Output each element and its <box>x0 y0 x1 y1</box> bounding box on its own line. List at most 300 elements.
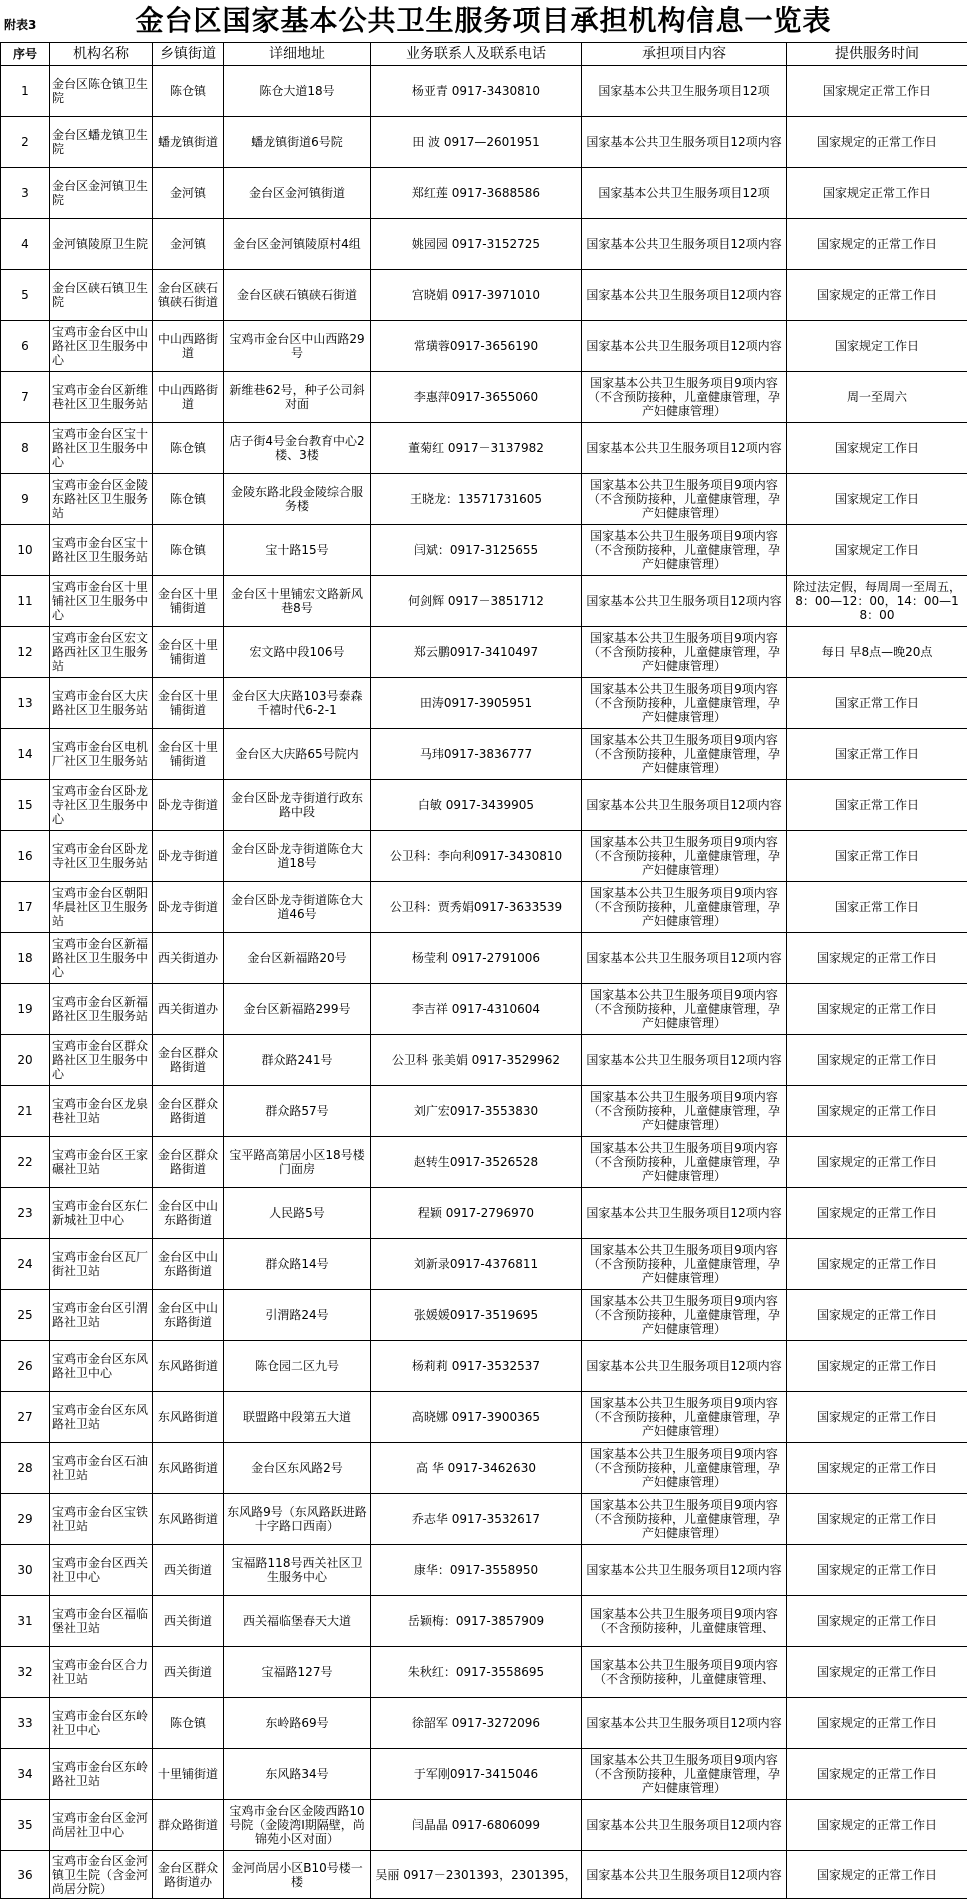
cell-hours: 国家规定的正常工作日 <box>787 1647 967 1698</box>
table-row <box>1 423 967 474</box>
cell-project: 国家基本公共卫生服务项目12项内容 <box>582 270 787 321</box>
cell-seq: 15 <box>1 780 50 831</box>
cell-address: 宝十路15号 <box>224 525 371 576</box>
cell-contact: 高晓娜 0917-3900365 <box>371 1392 582 1443</box>
cell-hours: 国家规定的正常工作日 <box>787 933 967 984</box>
cell-project: 国家基本公共卫生服务项目9项内容（不含预防接种，儿童健康管理，孕产妇健康管理） <box>582 1137 787 1188</box>
cell-address: 宏文路中段106号 <box>224 627 371 678</box>
cell-name: 金台区金河镇卫生院 <box>50 168 153 219</box>
cell-seq: 36 <box>1 1851 50 1899</box>
cell-project: 国家基本公共卫生服务项目12项内容 <box>582 1698 787 1749</box>
cell-name: 宝鸡市金台区龙泉巷社卫站 <box>50 1086 153 1137</box>
cell-project: 国家基本公共卫生服务项目12项内容 <box>582 933 787 984</box>
cell-street: 东风路街道 <box>153 1443 224 1494</box>
cell-project: 国家基本公共卫生服务项目9项内容（不含预防接种，儿童健康管理，孕产妇健康管理） <box>582 372 787 423</box>
cell-contact: 吴丽 0917－2301393，2301395， <box>371 1851 582 1899</box>
cell-contact: 杨莉莉 0917-3532537 <box>371 1341 582 1392</box>
cell-contact: 乔志华 0917-3532617 <box>371 1494 582 1545</box>
cell-name: 宝鸡市金台区宝铁社卫站 <box>50 1494 153 1545</box>
cell-seq: 13 <box>1 678 50 729</box>
cell-seq: 22 <box>1 1137 50 1188</box>
page-title: 金台区国家基本公共卫生服务项目承担机构信息一览表 <box>0 2 967 40</box>
table-row <box>1 270 967 321</box>
cell-seq: 21 <box>1 1086 50 1137</box>
cell-project: 国家基本公共卫生服务项目9项内容（不含预防接种，儿童健康管理，孕产妇健康管理） <box>582 729 787 780</box>
cell-address: 金台区金河镇陵原村4组 <box>224 219 371 270</box>
table-row <box>1 117 967 168</box>
cell-hours: 国家规定的正常工作日 <box>787 270 967 321</box>
cell-address: 群众路57号 <box>224 1086 371 1137</box>
cell-seq: 27 <box>1 1392 50 1443</box>
cell-name: 宝鸡市金台区中山路社区卫生服务中心 <box>50 321 153 372</box>
cell-hours: 国家正常工作日 <box>787 729 967 780</box>
cell-contact: 董菊红 0917－3137982 <box>371 423 582 474</box>
cell-name: 宝鸡市金台区朝阳华晨社区卫生服务站 <box>50 882 153 933</box>
cell-name: 宝鸡市金台区宝十路社区卫生服务站 <box>50 525 153 576</box>
cell-address: 东风路34号 <box>224 1749 371 1800</box>
cell-seq: 30 <box>1 1545 50 1596</box>
cell-hours: 国家规定工作日 <box>787 423 967 474</box>
cell-address: 金陵东路北段金陵综合服务楼 <box>224 474 371 525</box>
cell-hours: 国家正常工作日 <box>787 882 967 933</box>
table-row <box>1 1851 967 1899</box>
cell-hours: 除过法定假，每周周一至周五，8：00—12：00，14：00—18：00 <box>787 576 967 627</box>
cell-project: 国家基本公共卫生服务项目9项内容（不含预防接种，儿童健康管理，孕产妇健康管理） <box>582 1443 787 1494</box>
header-address: 详细地址 <box>224 43 371 66</box>
table-header <box>1 43 967 66</box>
cell-address: 金台区东风路2号 <box>224 1443 371 1494</box>
cell-contact: 常璜蓉0917-3656190 <box>371 321 582 372</box>
cell-address: 金台区大庆路103号泰森千禧时代6-2-1 <box>224 678 371 729</box>
cell-street: 群众路街道 <box>153 1800 224 1851</box>
cell-street: 金台区群众路街道办 <box>153 1851 224 1899</box>
header <box>0 0 967 42</box>
cell-seq: 19 <box>1 984 50 1035</box>
appendix-label: 附表3 <box>4 16 36 33</box>
cell-hours: 国家规定的正常工作日 <box>787 219 967 270</box>
table-row <box>1 831 967 882</box>
cell-address: 金河尚居小区B10号楼一楼 <box>224 1851 371 1899</box>
cell-seq: 10 <box>1 525 50 576</box>
cell-hours: 国家正常工作日 <box>787 780 967 831</box>
cell-seq: 34 <box>1 1749 50 1800</box>
cell-hours: 国家规定的正常工作日 <box>787 1596 967 1647</box>
cell-hours: 国家规定的正常工作日 <box>787 1239 967 1290</box>
cell-name: 宝鸡市金台区金河镇卫生院（含金河尚居分院） <box>50 1851 153 1899</box>
cell-seq: 11 <box>1 576 50 627</box>
cell-hours: 国家规定的正常工作日 <box>787 1188 967 1239</box>
cell-name: 宝鸡市金台区合力社卫站 <box>50 1647 153 1698</box>
table-row <box>1 1545 967 1596</box>
cell-address: 金台区卧龙寺街道陈仓大道18号 <box>224 831 371 882</box>
cell-name: 宝鸡市金台区群众路社区卫生服务中心 <box>50 1035 153 1086</box>
cell-name: 宝鸡市金台区西关社卫中心 <box>50 1545 153 1596</box>
cell-project: 国家基本公共卫生服务项目12项内容 <box>582 1341 787 1392</box>
header-row <box>1 43 967 66</box>
table-row <box>1 1035 967 1086</box>
cell-hours: 周一至周六 <box>787 372 967 423</box>
cell-project: 国家基本公共卫生服务项目12项内容 <box>582 576 787 627</box>
cell-address: 引渭路24号 <box>224 1290 371 1341</box>
cell-street: 西关街道 <box>153 1545 224 1596</box>
cell-address: 陈仓园二区九号 <box>224 1341 371 1392</box>
cell-project: 国家基本公共卫生服务项目12项内容 <box>582 423 787 474</box>
cell-project: 国家基本公共卫生服务项目9项内容（不含预防接种，儿童健康管理，孕产妇健康管理） <box>582 1494 787 1545</box>
header-street: 乡镇街道 <box>153 43 224 66</box>
cell-hours: 国家规定工作日 <box>787 474 967 525</box>
cell-street: 西关街道办 <box>153 984 224 1035</box>
cell-address: 金台区金河镇街道 <box>224 168 371 219</box>
cell-project: 国家基本公共卫生服务项目12项 <box>582 168 787 219</box>
cell-seq: 4 <box>1 219 50 270</box>
cell-street: 金河镇 <box>153 219 224 270</box>
table-row <box>1 474 967 525</box>
cell-hours: 国家规定正常工作日 <box>787 66 967 117</box>
cell-seq: 12 <box>1 627 50 678</box>
cell-hours: 国家规定的正常工作日 <box>787 1392 967 1443</box>
cell-address: 群众路241号 <box>224 1035 371 1086</box>
table-row <box>1 1494 967 1545</box>
cell-project: 国家基本公共卫生服务项目12项内容 <box>582 1545 787 1596</box>
cell-contact: 杨莹利 0917-2791006 <box>371 933 582 984</box>
cell-address: 金台区硖石镇硖石街道 <box>224 270 371 321</box>
cell-hours: 国家规定的正常工作日 <box>787 1341 967 1392</box>
cell-seq: 33 <box>1 1698 50 1749</box>
cell-contact: 李惠萍0917-3655060 <box>371 372 582 423</box>
cell-name: 宝鸡市金台区新维巷社区卫生服务站 <box>50 372 153 423</box>
cell-seq: 25 <box>1 1290 50 1341</box>
cell-seq: 16 <box>1 831 50 882</box>
table-row <box>1 1392 967 1443</box>
cell-address: 金台区卧龙寺街道陈仓大道46号 <box>224 882 371 933</box>
cell-street: 陈仓镇 <box>153 1698 224 1749</box>
cell-name: 宝鸡市金台区宝十路社区卫生服务中心 <box>50 423 153 474</box>
cell-address: 金台区卧龙寺街道行政东路中段 <box>224 780 371 831</box>
table-row <box>1 372 967 423</box>
cell-project: 国家基本公共卫生服务项目12项 <box>582 66 787 117</box>
cell-address: 金台区新福路20号 <box>224 933 371 984</box>
cell-seq: 32 <box>1 1647 50 1698</box>
table-row <box>1 627 967 678</box>
table-row <box>1 1647 967 1698</box>
cell-address: 金台区十里铺宏文路新风巷8号 <box>224 576 371 627</box>
table-row <box>1 729 967 780</box>
cell-contact: 闫晶晶 0917-6806099 <box>371 1800 582 1851</box>
cell-street: 金台区十里铺街道 <box>153 729 224 780</box>
cell-hours: 国家规定的正常工作日 <box>787 1443 967 1494</box>
cell-project: 国家基本公共卫生服务项目12项内容 <box>582 1800 787 1851</box>
cell-contact: 杨亚青 0917-3430810 <box>371 66 582 117</box>
cell-project: 国家基本公共卫生服务项目9项内容（不含预防接种，儿童健康管理，孕产妇健康管理） <box>582 474 787 525</box>
cell-address: 宝鸡市金台区金陵西路10号院（金陵湾Ⅰ期隔壁，尚锦苑小区对面） <box>224 1800 371 1851</box>
cell-seq: 1 <box>1 66 50 117</box>
cell-contact: 岳颖梅：0917-3857909 <box>371 1596 582 1647</box>
cell-contact: 何剑辉 0917－3851712 <box>371 576 582 627</box>
cell-contact: 刘新录0917-4376811 <box>371 1239 582 1290</box>
table-row <box>1 576 967 627</box>
table-body <box>1 66 967 1899</box>
cell-name: 宝鸡市金台区电机厂社区卫生服务站 <box>50 729 153 780</box>
cell-hours: 国家规定正常工作日 <box>787 168 967 219</box>
cell-address: 陈仓大道18号 <box>224 66 371 117</box>
cell-name: 宝鸡市金台区新福路社区卫生服务中心 <box>50 933 153 984</box>
cell-address: 店子街4号金台教育中心2楼、3楼 <box>224 423 371 474</box>
cell-hours: 国家规定工作日 <box>787 321 967 372</box>
cell-street: 金台区中山东路街道 <box>153 1239 224 1290</box>
cell-hours: 国家规定工作日 <box>787 525 967 576</box>
table-row <box>1 1188 967 1239</box>
cell-seq: 24 <box>1 1239 50 1290</box>
cell-seq: 28 <box>1 1443 50 1494</box>
cell-hours: 国家规定的正常工作日 <box>787 1086 967 1137</box>
cell-contact: 程颖 0917-2796970 <box>371 1188 582 1239</box>
header-project: 承担项目内容 <box>582 43 787 66</box>
cell-name: 金台区硖石镇卫生院 <box>50 270 153 321</box>
cell-seq: 17 <box>1 882 50 933</box>
table-row <box>1 1239 967 1290</box>
cell-seq: 20 <box>1 1035 50 1086</box>
cell-name: 宝鸡市金台区王家碾社卫站 <box>50 1137 153 1188</box>
cell-contact: 郑红莲 0917-3688586 <box>371 168 582 219</box>
cell-project: 国家基本公共卫生服务项目12项内容 <box>582 1035 787 1086</box>
cell-street: 西关街道 <box>153 1647 224 1698</box>
cell-project: 国家基本公共卫生服务项目9项内容（不含预防接种，儿童健康管理，孕产妇健康管理） <box>582 984 787 1035</box>
cell-seq: 18 <box>1 933 50 984</box>
header-name: 机构名称 <box>50 43 153 66</box>
cell-seq: 6 <box>1 321 50 372</box>
cell-contact: 公卫科：李向利0917-3430810 <box>371 831 582 882</box>
cell-street: 金台区群众路街道 <box>153 1137 224 1188</box>
cell-seq: 31 <box>1 1596 50 1647</box>
cell-address: 东风路9号（东风路跃进路十字路口西南） <box>224 1494 371 1545</box>
cell-address: 金台区大庆路65号院内 <box>224 729 371 780</box>
cell-street: 卧龙寺街道 <box>153 831 224 882</box>
table-row <box>1 1800 967 1851</box>
cell-project: 国家基本公共卫生服务项目9项内容（不含预防接种，儿童健康管理，孕产妇健康管理） <box>582 1749 787 1800</box>
cell-project: 国家基本公共卫生服务项目9项内容（不含预防接种，儿童健康管理，孕产妇健康管理） <box>582 1392 787 1443</box>
cell-address: 宝鸡市金台区中山西路29号 <box>224 321 371 372</box>
table-row <box>1 1749 967 1800</box>
cell-contact: 姚园园 0917-3152725 <box>371 219 582 270</box>
cell-address: 宝福路118号西关社区卫生服务中心 <box>224 1545 371 1596</box>
cell-street: 中山西路街道 <box>153 372 224 423</box>
table-row <box>1 882 967 933</box>
cell-address: 宝福路127号 <box>224 1647 371 1698</box>
cell-seq: 29 <box>1 1494 50 1545</box>
cell-name: 宝鸡市金台区金陵东路社区卫生服务站 <box>50 474 153 525</box>
cell-seq: 7 <box>1 372 50 423</box>
cell-name: 金台区陈仓镇卫生院 <box>50 66 153 117</box>
cell-hours: 国家规定的正常工作日 <box>787 1698 967 1749</box>
cell-name: 金台区蟠龙镇卫生院 <box>50 117 153 168</box>
cell-name: 宝鸡市金台区大庆路社区卫生服务站 <box>50 678 153 729</box>
cell-street: 金台区十里铺街道 <box>153 627 224 678</box>
cell-project: 国家基本公共卫生服务项目12项内容 <box>582 117 787 168</box>
cell-street: 金台区十里铺街道 <box>153 576 224 627</box>
cell-project: 国家基本公共卫生服务项目9项内容（不含预防接种，儿童健康管理，孕产妇健康管理） <box>582 1239 787 1290</box>
cell-contact: 于军刚0917-3415046 <box>371 1749 582 1800</box>
cell-project: 国家基本公共卫生服务项目9项内容（不含预防接种，儿童健康管理，孕产妇健康管理） <box>582 831 787 882</box>
cell-name: 宝鸡市金台区宏文路西社区卫生服务站 <box>50 627 153 678</box>
cell-contact: 公卫科 张美娟 0917-3529962 <box>371 1035 582 1086</box>
cell-project: 国家基本公共卫生服务项目9项内容（不含预防接种，儿童健康管理，孕产妇健康管理） <box>582 882 787 933</box>
cell-street: 陈仓镇 <box>153 474 224 525</box>
cell-seq: 23 <box>1 1188 50 1239</box>
cell-address: 东岭路69号 <box>224 1698 371 1749</box>
cell-address: 宝平路高第居小区18号楼门面房 <box>224 1137 371 1188</box>
institution-table <box>0 42 967 1899</box>
cell-name: 宝鸡市金台区瓦厂街社卫站 <box>50 1239 153 1290</box>
cell-address: 西关福临堡春天大道 <box>224 1596 371 1647</box>
cell-hours: 每日 早8点—晚20点 <box>787 627 967 678</box>
cell-seq: 14 <box>1 729 50 780</box>
cell-contact: 高 华 0917-3462630 <box>371 1443 582 1494</box>
table-row <box>1 1698 967 1749</box>
cell-project: 国家基本公共卫生服务项目12项内容 <box>582 321 787 372</box>
cell-street: 东风路街道 <box>153 1392 224 1443</box>
cell-seq: 3 <box>1 168 50 219</box>
cell-address: 金台区新福路299号 <box>224 984 371 1035</box>
cell-street: 金台区群众路街道 <box>153 1035 224 1086</box>
table-row <box>1 1443 967 1494</box>
table-row <box>1 66 967 117</box>
cell-hours: 国家规定的正常工作日 <box>787 1494 967 1545</box>
cell-address: 联盟路中段第五大道 <box>224 1392 371 1443</box>
cell-street: 中山西路街道 <box>153 321 224 372</box>
cell-address: 人民路5号 <box>224 1188 371 1239</box>
cell-name: 宝鸡市金台区引渭路社卫站 <box>50 1290 153 1341</box>
cell-address: 新维巷62号，种子公司斜对面 <box>224 372 371 423</box>
header-seq: 序号 <box>1 43 50 66</box>
table-row <box>1 678 967 729</box>
header-contact: 业务联系人及联系电话 <box>371 43 582 66</box>
table-row <box>1 984 967 1035</box>
cell-name: 宝鸡市金台区东岭路社卫站 <box>50 1749 153 1800</box>
cell-street: 西关街道办 <box>153 933 224 984</box>
cell-street: 卧龙寺街道 <box>153 882 224 933</box>
cell-hours: 国家规定的正常工作日 <box>787 1290 967 1341</box>
cell-contact: 康华：0917-3558950 <box>371 1545 582 1596</box>
cell-contact: 郑云鹏0917-3410497 <box>371 627 582 678</box>
cell-street: 金河镇 <box>153 168 224 219</box>
cell-hours: 国家规定的正常工作日 <box>787 1800 967 1851</box>
cell-contact: 公卫科：贾秀娟0917-3633539 <box>371 882 582 933</box>
cell-contact: 徐韶军 0917-3272096 <box>371 1698 582 1749</box>
table-row <box>1 525 967 576</box>
cell-project: 国家基本公共卫生服务项目9项内容（不含预防接种，儿童健康管理，孕产妇健康管理） <box>582 627 787 678</box>
cell-hours: 国家规定的正常工作日 <box>787 1035 967 1086</box>
cell-contact: 赵转生0917-3526528 <box>371 1137 582 1188</box>
cell-hours: 国家规定的正常工作日 <box>787 117 967 168</box>
cell-name: 宝鸡市金台区东风路社卫中心 <box>50 1341 153 1392</box>
cell-contact: 王晓龙：13571731605 <box>371 474 582 525</box>
cell-name: 金河镇陵原卫生院 <box>50 219 153 270</box>
cell-seq: 8 <box>1 423 50 474</box>
cell-street: 金台区群众路街道 <box>153 1086 224 1137</box>
cell-project: 国家基本公共卫生服务项目9项内容（不含预防接种，儿童健康管理、 <box>582 1647 787 1698</box>
cell-contact: 宫晓娟 0917-3971010 <box>371 270 582 321</box>
cell-project: 国家基本公共卫生服务项目9项内容（不含预防接种，儿童健康管理，孕产妇健康管理） <box>582 678 787 729</box>
table-row <box>1 933 967 984</box>
cell-hours: 国家正常工作日 <box>787 831 967 882</box>
cell-street: 金台区十里铺街道 <box>153 678 224 729</box>
cell-contact: 刘广宏0917-3553830 <box>371 1086 582 1137</box>
cell-project: 国家基本公共卫生服务项目9项内容（不含预防接种，儿童健康管理，孕产妇健康管理） <box>582 1290 787 1341</box>
cell-street: 卧龙寺街道 <box>153 780 224 831</box>
cell-seq: 9 <box>1 474 50 525</box>
table-row <box>1 1086 967 1137</box>
table-row <box>1 1290 967 1341</box>
cell-name: 宝鸡市金台区卧龙寺社区卫生服务站 <box>50 831 153 882</box>
table-row <box>1 1596 967 1647</box>
cell-seq: 26 <box>1 1341 50 1392</box>
cell-hours: 国家规定的正常工作日 <box>787 1137 967 1188</box>
cell-contact: 田涛0917-3905951 <box>371 678 582 729</box>
cell-street: 陈仓镇 <box>153 423 224 474</box>
cell-name: 宝鸡市金台区新福路社区卫生服务站 <box>50 984 153 1035</box>
cell-project: 国家基本公共卫生服务项目12项内容 <box>582 1188 787 1239</box>
cell-street: 西关街道 <box>153 1596 224 1647</box>
cell-name: 宝鸡市金台区东仁新城社卫中心 <box>50 1188 153 1239</box>
header-hours: 提供服务时间 <box>787 43 967 66</box>
cell-contact: 李吉祥 0917-4310604 <box>371 984 582 1035</box>
cell-name: 宝鸡市金台区十里铺社区卫生服务中心 <box>50 576 153 627</box>
table-row <box>1 168 967 219</box>
cell-name: 宝鸡市金台区卧龙寺社区卫生服务中心 <box>50 780 153 831</box>
table-row <box>1 219 967 270</box>
cell-name: 宝鸡市金台区金河尚居社卫中心 <box>50 1800 153 1851</box>
cell-project: 国家基本公共卫生服务项目12项内容 <box>582 780 787 831</box>
cell-contact: 朱秋红：0917-3558695 <box>371 1647 582 1698</box>
cell-name: 宝鸡市金台区东风路社卫站 <box>50 1392 153 1443</box>
cell-name: 宝鸡市金台区福临堡社卫站 <box>50 1596 153 1647</box>
cell-street: 蟠龙镇街道 <box>153 117 224 168</box>
cell-hours: 国家规定的正常工作日 <box>787 1545 967 1596</box>
table-row <box>1 1341 967 1392</box>
table-row <box>1 1137 967 1188</box>
cell-hours: 国家规定的正常工作日 <box>787 1749 967 1800</box>
cell-address: 群众路14号 <box>224 1239 371 1290</box>
cell-hours: 国家正常工作日 <box>787 678 967 729</box>
cell-seq: 35 <box>1 1800 50 1851</box>
cell-contact: 闫斌：0917-3125655 <box>371 525 582 576</box>
cell-contact: 田 波 0917—2601951 <box>371 117 582 168</box>
table-row <box>1 780 967 831</box>
cell-name: 宝鸡市金台区石油社卫站 <box>50 1443 153 1494</box>
cell-project: 国家基本公共卫生服务项目12项内容 <box>582 1851 787 1899</box>
cell-street: 金台区中山东路街道 <box>153 1188 224 1239</box>
cell-street: 金台区硖石镇硖石街道 <box>153 270 224 321</box>
cell-hours: 国家规定的正常工作日 <box>787 984 967 1035</box>
table-row <box>1 321 967 372</box>
cell-project: 国家基本公共卫生服务项目12项内容 <box>582 219 787 270</box>
cell-street: 十里铺街道 <box>153 1749 224 1800</box>
cell-hours: 国家规定的正常工作日 <box>787 1851 967 1899</box>
cell-street: 东风路街道 <box>153 1341 224 1392</box>
cell-contact: 白敏 0917-3439905 <box>371 780 582 831</box>
cell-street: 陈仓镇 <box>153 66 224 117</box>
cell-project: 国家基本公共卫生服务项目9项内容（不含预防接种，儿童健康管理，孕产妇健康管理） <box>582 1086 787 1137</box>
cell-street: 陈仓镇 <box>153 525 224 576</box>
cell-seq: 5 <box>1 270 50 321</box>
cell-street: 金台区中山东路街道 <box>153 1290 224 1341</box>
cell-seq: 2 <box>1 117 50 168</box>
cell-name: 宝鸡市金台区东岭社卫中心 <box>50 1698 153 1749</box>
cell-project: 国家基本公共卫生服务项目9项内容（不含预防接种，儿童健康管理，孕产妇健康管理） <box>582 525 787 576</box>
cell-address: 蟠龙镇街道6号院 <box>224 117 371 168</box>
cell-project: 国家基本公共卫生服务项目9项内容（不含预防接种，儿童健康管理、 <box>582 1596 787 1647</box>
cell-street: 东风路街道 <box>153 1494 224 1545</box>
